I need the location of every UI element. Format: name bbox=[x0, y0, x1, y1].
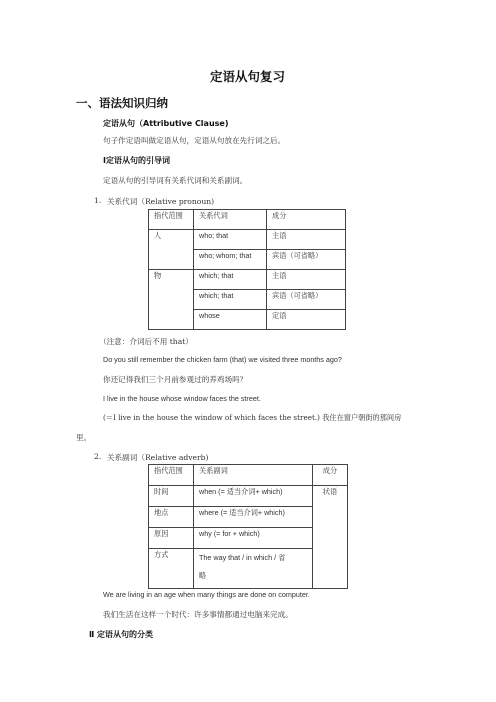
table2-header-scope: 指代范围 bbox=[149, 465, 194, 486]
subsection-number-1: 1. bbox=[94, 196, 102, 205]
table1-cell-role: 宾语（可省略） bbox=[267, 290, 346, 310]
table1-header-word: 关系代词 bbox=[194, 210, 267, 230]
table2-cell-word-line-2: 略 bbox=[199, 571, 207, 580]
part2-heading: Ⅱ 定语从句的分类 bbox=[89, 630, 154, 639]
page-title: 定语从句复习 bbox=[210, 69, 286, 84]
note-preposition: （注意：介词后不用 that） bbox=[99, 337, 193, 346]
table2-scope-manner: 方式 bbox=[149, 549, 194, 589]
example-1-chinese: 你还记得我们三个月前参观过的养鸡场吗？ bbox=[103, 375, 248, 384]
subsection-relative-pronoun: 关系代词（Relative pronoun) bbox=[107, 197, 215, 206]
table2-scope-place: 地点 bbox=[149, 507, 194, 528]
table1-cell-role: 定语 bbox=[267, 310, 346, 330]
table2-cell-word bbox=[194, 549, 313, 589]
table1-cell-word: which; that bbox=[194, 270, 267, 290]
example-4-english: We are living in an age when many things are done on computer. bbox=[103, 590, 310, 599]
table1-cell-role: 宾语（可省略） bbox=[267, 250, 346, 270]
table1-header-scope: 指代范围 bbox=[149, 210, 194, 230]
concept-heading: 定语从句（Attributive Clause) bbox=[103, 119, 229, 128]
table2-header-role: 成分 bbox=[313, 465, 348, 486]
example-3-line-2: 里。 bbox=[76, 433, 92, 442]
section-heading-grammar: 一、语法知识归纳 bbox=[76, 96, 168, 110]
subsection-number-2: 2. bbox=[94, 452, 102, 461]
table2-scope-time: 时间 bbox=[149, 486, 194, 507]
table1-cell-role: 主语 bbox=[267, 230, 346, 250]
concept-text: 句子作定语叫做定语从句，定语从句放在先行词之后。 bbox=[103, 136, 286, 145]
relative-adverb-table bbox=[148, 464, 348, 589]
table2-header-word: 关系副词 bbox=[194, 465, 313, 486]
example-2-english: I live in the house whose window faces the street. bbox=[103, 394, 261, 403]
table1-cell-word: whose bbox=[194, 310, 267, 330]
table1-scope-person: 人 bbox=[149, 230, 194, 270]
subsection-relative-adverb: 关系副词（Relative adverb) bbox=[107, 453, 209, 462]
part1-heading: Ⅰ定语从句的引导词 bbox=[103, 156, 170, 165]
table2-cell-word: why (= for + which) bbox=[194, 528, 313, 549]
table1-cell-word: who; whom; that bbox=[194, 250, 267, 270]
table1-cell-word: which; that bbox=[194, 290, 267, 310]
relative-pronoun-table bbox=[148, 209, 346, 330]
table2-cell-word: where (= 适当介词+ which) bbox=[194, 507, 313, 528]
table1-scope-thing: 物 bbox=[149, 270, 194, 330]
table1-cell-role: 主语 bbox=[267, 270, 346, 290]
table2-cell-word: when (= 适当介词+ which) bbox=[194, 486, 313, 507]
table2-scope-reason: 原因 bbox=[149, 528, 194, 549]
part1-intro: 定语从句的引导词有关系代词和关系副词。 bbox=[103, 176, 248, 185]
table2-role-adverbial: 状语 bbox=[313, 486, 348, 589]
example-3-line-1: (＝I live in the house the window of which faces the street.) 我住在窗户朝街的那间房 bbox=[103, 413, 402, 422]
table1-header-role: 成分 bbox=[267, 210, 346, 230]
table2-cell-word-line-1: The way that / in which / 省 bbox=[199, 553, 286, 562]
example-4-chinese: 我们生活在这样一个时代：许多事情都通过电脑来完成。 bbox=[103, 610, 293, 619]
example-1-english: Do you still remember the chicken farm (that) we visited three months ago? bbox=[103, 355, 342, 364]
table1-cell-word: who; that bbox=[194, 230, 267, 250]
